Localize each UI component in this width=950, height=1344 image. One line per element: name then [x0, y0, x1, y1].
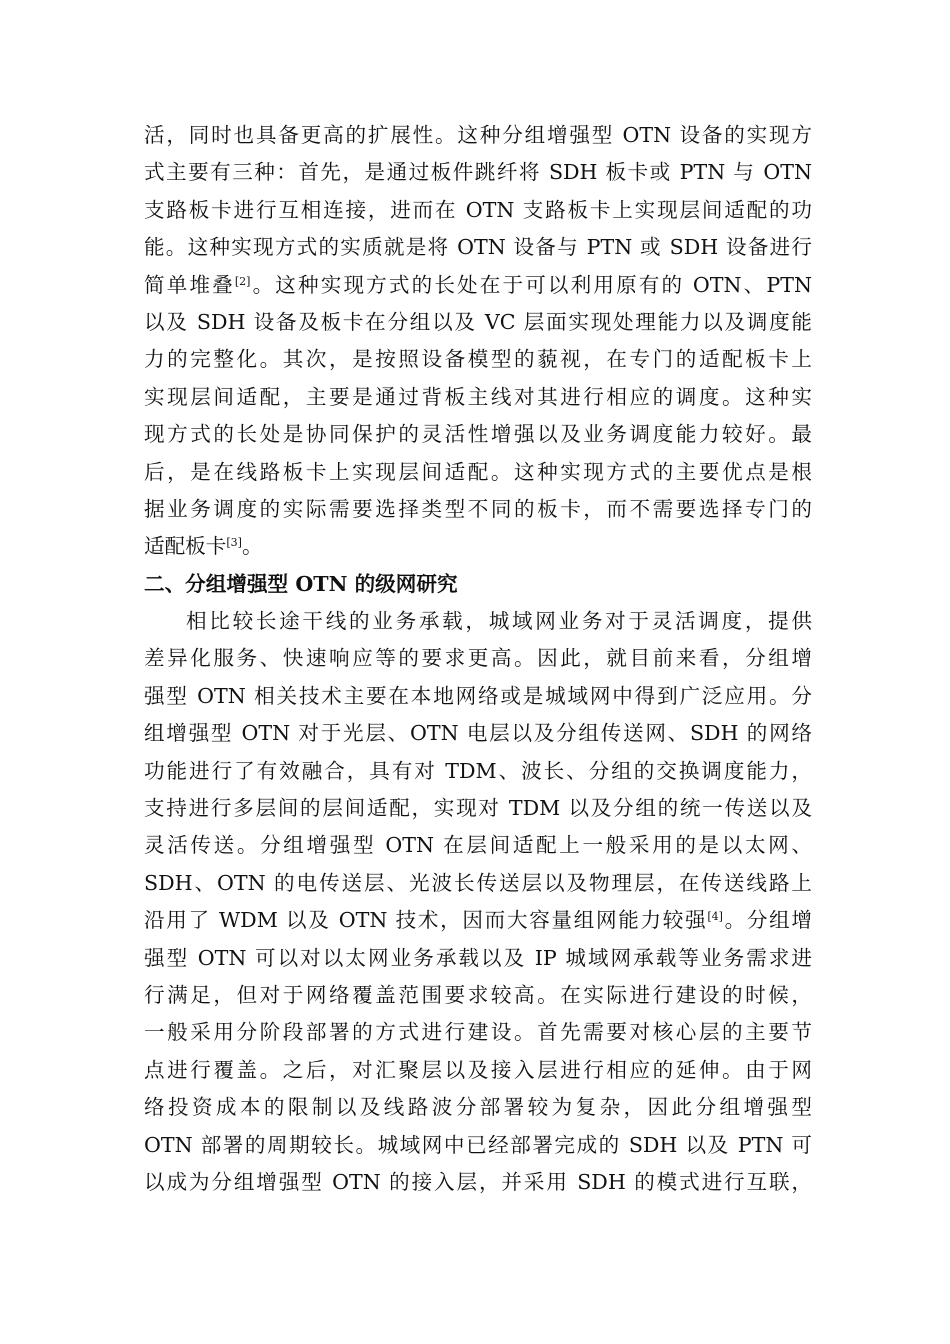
- text-run: 沿用了 WDM 以及 OTN 技术，因而大容量组网能力较强: [144, 908, 708, 933]
- text-line: 一般采用分阶段部署的方式进行建设。首先需要对核心层的主要节: [144, 1020, 812, 1045]
- text-line: 现方式的长处是协同保护的灵活性增强以及业务调度能力较好。最: [144, 422, 812, 447]
- text-line: [144, 528, 812, 565]
- citation-ref: [2]: [234, 274, 251, 288]
- paragraph-otn-implementation: [144, 117, 812, 566]
- text-line: SDH、OTN 的电传送层、光波长传送层以及物理层，在传送线路上: [144, 870, 812, 895]
- text-line: 点进行覆盖。之后，对汇聚层以及接入层进行相应的延伸。由于网: [144, 1057, 812, 1082]
- text-line: 后，是在线路板卡上实现层间适配。这种实现方式的主要优点是根: [144, 459, 812, 484]
- text-line: 灵活传送。分组增强型 OTN 在层间适配上一般采用的是以太网、: [144, 833, 812, 858]
- text-line: 行满足，但对于网络覆盖范围要求较高。在实际进行建设的时候，: [144, 982, 812, 1007]
- text-line: 组增强型 OTN 对于光层、OTN 电层以及分组传送网、SDH 的网络: [144, 721, 812, 746]
- section-heading: 二、分组增强型 OTN 的级网研究: [144, 571, 458, 596]
- text-line: 力的完整化。其次，是按照设备模型的藐视，在专门的适配板卡上: [144, 347, 812, 372]
- text-line: 络投资成本的限制以及线路波分部署较为复杂，因此分组增强型: [144, 1095, 812, 1120]
- text-run: 适配板卡: [144, 534, 227, 559]
- document-body: [144, 117, 812, 1201]
- text-line: [144, 267, 812, 304]
- text-line: 以及 SDH 设备及板卡在分组以及 VC 层面实现处理能力以及调度能: [144, 309, 812, 334]
- text-line: 支路板卡进行互相连接，进而在 OTN 支路板卡上实现层间适配的功: [144, 197, 812, 222]
- text-run: 。这种实现方式的长处在于可以利用原有的 OTN、PTN: [250, 272, 813, 297]
- text-line: 强型 OTN 相关技术主要在本地网络或是城域网中得到广泛应用。分: [144, 683, 812, 708]
- paragraph-metro-network: [144, 603, 812, 1201]
- text-line: 式主要有三种：首先，是通过板件跳纤将 SDH 板卡或 PTN 与 OTN: [144, 160, 812, 185]
- text-line: 活，同时也具备更高的扩展性。这种分组增强型 OTN 设备的实现方: [144, 123, 812, 147]
- text-line: 据业务调度的实际需要选择类型不同的板卡，而不需要选择专门的: [144, 496, 812, 521]
- text-line: [144, 902, 812, 939]
- text-line: 支持进行多层间的层间适配，实现对 TDM 以及分组的统一传送以及: [144, 796, 812, 821]
- text-line: 相比较长途干线的业务承载，城域网业务对于灵活调度，提供: [186, 609, 812, 634]
- citation-ref: [3]: [226, 536, 242, 550]
- text-line: 能。这种实现方式的实质就是将 OTN 设备与 PTN 或 SDH 设备进行: [144, 235, 812, 260]
- text-run: 。: [241, 534, 263, 559]
- text-line: 功能进行了有效融合，具有对 TDM、波长、分组的交换调度能力，: [144, 758, 812, 783]
- text-line: 以成为分组增强型 OTN 的接入层，并采用 SDH 的模式进行互联，: [144, 1169, 812, 1194]
- citation-ref: [4]: [707, 910, 723, 924]
- text-line: 差异化服务、快速响应等的要求更高。因此，就目前来看，分组增: [144, 646, 812, 671]
- text-line: 强型 OTN 可以对以太网业务承载以及 IP 城域网承载等业务需求进: [144, 945, 812, 970]
- text-line: 实现层间适配，主要是通过背板主线对其进行相应的调度。这种实: [144, 384, 812, 409]
- text-run: 简单堆叠: [144, 272, 235, 297]
- text-line: OTN 部署的周期较长。城域网中已经部署完成的 SDH 以及 PTN 可: [144, 1132, 812, 1157]
- text-run: 。分组增: [722, 908, 813, 933]
